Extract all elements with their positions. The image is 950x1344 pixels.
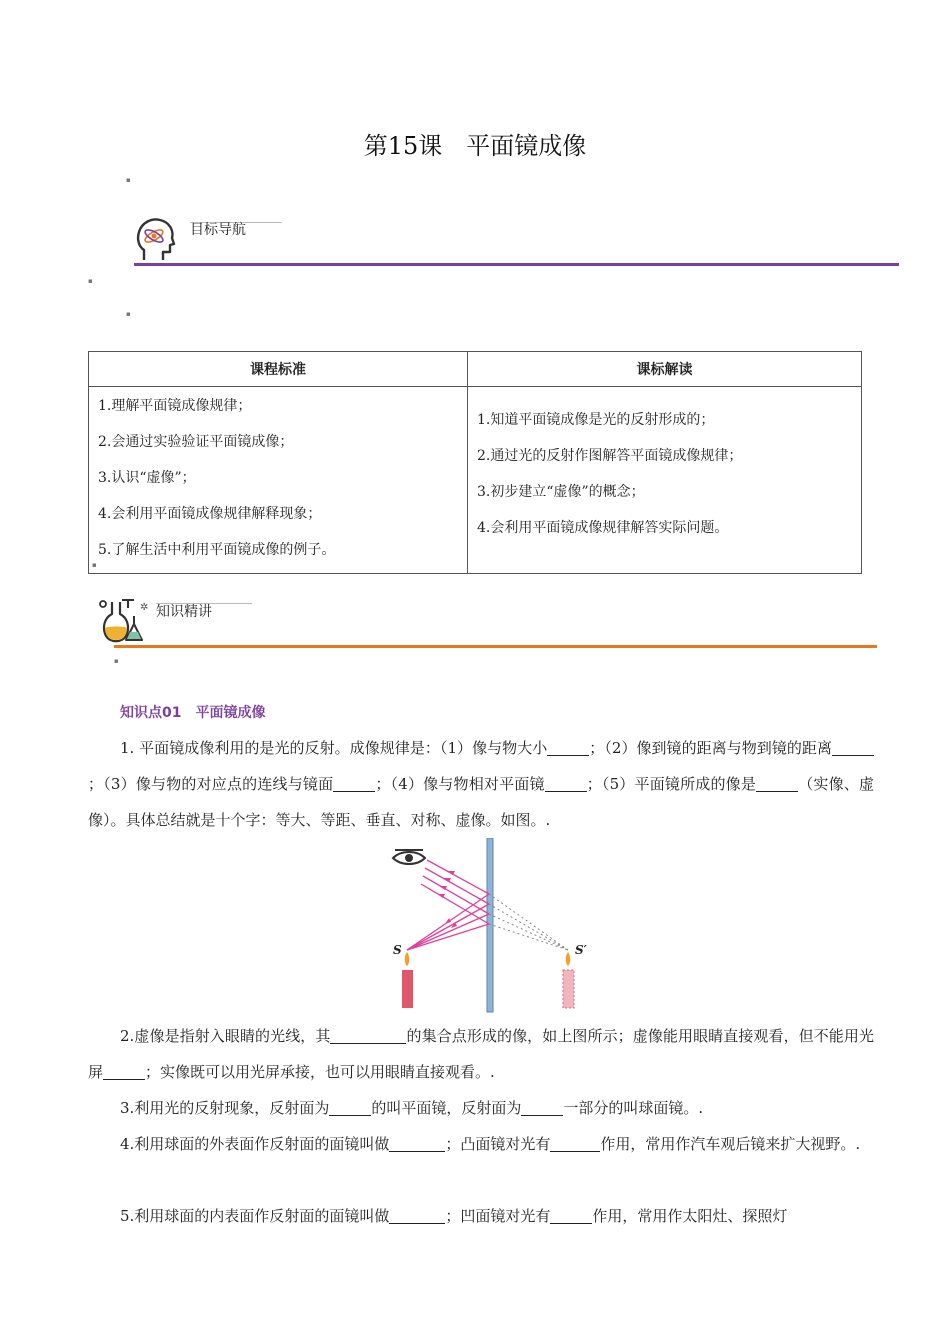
knowledge-point-title: 知识点01 平面镜成像 xyxy=(120,705,266,721)
list-item: 1.理解平面镜成像规律； xyxy=(98,398,252,414)
answer-blank[interactable] xyxy=(550,1133,600,1152)
list-item: 4.会利用平面镜成像规律解释现象； xyxy=(98,506,322,522)
paragraph-mark: ▪ xyxy=(126,176,131,184)
paragraph-mark: ▪ xyxy=(88,277,93,285)
page-title: 第15课 平面镜成像 xyxy=(363,132,587,160)
goal-section-divider xyxy=(134,263,899,266)
knowledge-section-label: 知识精讲 xyxy=(156,604,212,620)
answer-blank[interactable] xyxy=(330,1025,406,1044)
curriculum-table xyxy=(88,351,862,574)
list-item: 5.了解生活中利用平面镜成像的例子。 xyxy=(98,542,336,558)
table-header-standard: 课程标准 xyxy=(89,352,468,387)
answer-blank[interactable] xyxy=(521,1097,563,1116)
label-s-prime: S′ xyxy=(575,943,587,957)
table-header-interpretation: 课标解读 xyxy=(468,352,862,387)
plane-mirror-figure xyxy=(385,838,605,1014)
head-brain-icon xyxy=(136,216,176,262)
paragraph-5: 5.利用球面的内表面作反射面的面镜叫做 ；凹面镜对光有 作用，常用作太阳灶、探照灯 xyxy=(120,1207,788,1225)
interpretation-cell xyxy=(468,387,862,574)
answer-blank[interactable] xyxy=(550,1205,592,1224)
paragraph-1: 1. 平面镜成像利用的是光的反射。成像规律是：（1）像与物大小 ；（2）像到镜的距离与物到镜的距离；（3）像与物的对应点的连线与镜面 ；（4）像与物相对平面镜 ；（5）平面镜所成的像是 （实像、虚像）。具体总结就是十个字：等大、等距、垂直、对称、虚像。如图。. xyxy=(88,739,875,829)
eye-icon xyxy=(393,850,425,864)
list-item: 3.初步建立“虚像”的概念； xyxy=(477,484,645,500)
paragraph-mark: ▪ xyxy=(92,561,97,569)
answer-blank[interactable] xyxy=(756,773,798,792)
answer-blank[interactable] xyxy=(389,1133,445,1152)
interpretation-list xyxy=(468,387,861,551)
candle-image xyxy=(563,952,574,1008)
list-item: 4.会利用平面镜成像规律解答实际问题。 xyxy=(477,520,729,536)
lab-flask-icon xyxy=(98,598,144,644)
candle-real xyxy=(402,952,413,1008)
list-item: 2.通过光的反射作图解答平面镜成像规律； xyxy=(477,448,743,464)
paragraph-mark: ▪ xyxy=(114,657,119,665)
sparkle-icon: ✲ xyxy=(140,602,149,613)
answer-blank[interactable] xyxy=(103,1061,145,1080)
paragraph-mark: ▪ xyxy=(126,310,131,318)
list-item: 3.认识“虚像”； xyxy=(98,470,196,486)
list-item: 2.会通过实验验证平面镜成像； xyxy=(98,434,294,450)
label-s: S xyxy=(393,943,402,957)
answer-blank[interactable] xyxy=(389,1205,445,1224)
answer-blank[interactable] xyxy=(329,1097,371,1116)
goal-section-label: 目标导航 xyxy=(190,222,246,238)
paragraph-4: 4.利用球面的外表面作反射面的面镜叫做 ；凸面镜对光有 作用，常用作汽车观后镜来扩大视野。. xyxy=(120,1135,861,1153)
paragraph-3: 3.利用光的反射现象，反射面为 的叫平面镜，反射面为 一部分的叫球面镜。. xyxy=(120,1099,704,1117)
answer-blank[interactable] xyxy=(545,773,587,792)
standard-list xyxy=(89,387,467,573)
standard-cell xyxy=(89,387,468,574)
answer-blank[interactable] xyxy=(832,737,874,756)
answer-blank[interactable] xyxy=(333,773,375,792)
answer-blank[interactable] xyxy=(547,737,589,756)
list-item: 1.知道平面镜成像是光的反射形成的； xyxy=(477,412,715,428)
paragraph-2: 2.虚像是指射入眼睛的光线，其 的集合点形成的像，如上图所示；虚像能用眼睛直接观看，但不能用光屏 ；实像既可以用光屏承接，也可以用眼睛直接观看。. xyxy=(88,1027,874,1081)
knowledge-section-divider xyxy=(114,645,877,648)
